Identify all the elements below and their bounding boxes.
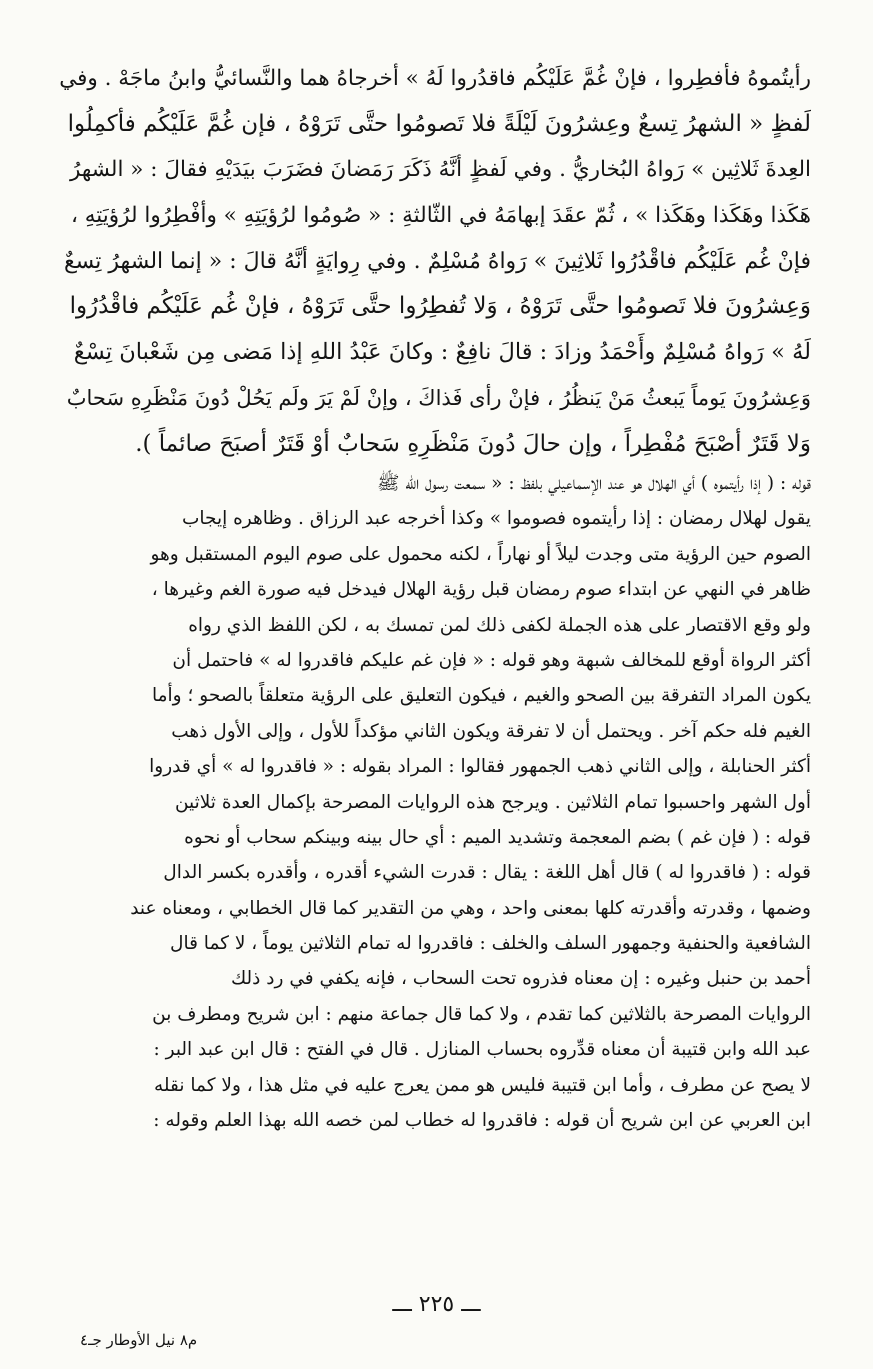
commentary-line: الصوم حين الرؤية متى وجدت ليلاً أو نهاراً ، لكنه محمول على صوم اليوم المستقبل وهو: [150, 543, 811, 565]
page-number: ـــ ٢٢٥ ـــ: [392, 1292, 481, 1317]
commentary-line: لا يصح عن مطرف ، وأما ابن قتيبة فليس هو ممن يعرج عليه في مثل هذا ، ولا كما نقله: [153, 1074, 811, 1096]
footer-signature: م٨ نيل الأوطار جـ٤: [80, 1331, 198, 1349]
commentary-line: يقول لهلال رمضان : إذا رأيتموه فصوموا » وكذا أخرجه عبد الرزاق . وظاهره إيجاب: [181, 508, 811, 530]
commentary-line: أحمد بن حنبل وغيره : إن معناه فذروه تحت السحاب ، فإنه يكفي في رد ذلك: [230, 968, 811, 990]
commentary-line: أكثر الحنابلة ، وإلى الثاني ذهب الجمهور فقالوا : المراد بقوله : « فاقدروا له » أي قدروا: [149, 756, 811, 778]
commentary-line: قوله : ( إذا رأيتموه ) أي الهلال هو عند الإسماعيلي بلفظ : « سمعت رسول الله ﷺ: [377, 473, 811, 494]
hadith-text-block: [59, 56, 811, 467]
commentary-line: يكون المراد التفرقة بين الصحو والغيم ، فيكون التعليق على الرؤية متعلقاً بالصحو ؛ وأما: [152, 685, 811, 707]
hadith-line: فإنْ غُم عَلَيْكُم فاقْدُرُوا ثَلاثِينَ » رَواهُ مُسْلِمٌ . وفي رِوايَةٍ أنَّهُ قالَ : « إنما الشهرُ تِسعٌ: [63, 248, 811, 274]
commentary-line: الشافعية والحنفية وجمهور السلف والخلف : فاقدروا له تمام الثلاثين يوماً ، لا كما قال: [170, 933, 811, 955]
commentary-line: ظاهر في النهي عن ابتداء صوم رمضان قبل رؤية الهلال فيدخل فيه صورة الغم وغيرها ،: [151, 579, 811, 601]
commentary-line: الروايات المصرحة بالثلاثين كما تقدم ، ولا كما قال جماعة منهم : ابن شريح ومطرف بن: [152, 1003, 811, 1025]
commentary-line: أكثر الرواة أوقع للمخالف شبهة وهو قوله : « فإن غم عليكم فاقدروا له » فاحتمل أن: [172, 649, 811, 671]
commentary-line: عبد الله وابن قتيبة أن معناه قدِّروه بحساب المنازل . قال في الفتح : قال ابن عبد البر :: [153, 1039, 811, 1061]
commentary-line: ابن العربي عن ابن شريح أن قوله : فاقدروا له خطاب لمن خصه الله بهذا العلم وقوله :: [153, 1110, 811, 1132]
commentary-line: الغيم فله حكم آخر . ويحتمل أن لا تفرقة ويكون الثاني مؤكداً للأول ، وإلى الأول ذهب: [171, 720, 811, 742]
hadith-line: وَعِشرُونَ يَوماً يَبعثُ مَنْ يَنظُرُ ، فإنْ رأى فَذاكَ ، وإنْ لَمْ يَرَ ولَم يَحُلْ دُونَ مَنْظَرِهِ سَحابٌ: [66, 385, 811, 410]
commentary-line: قوله : ( فإن غم ) بضم المعجمة وتشديد الميم : أي حال بينه وبينكم سحاب أو نحوه: [184, 826, 811, 848]
hadith-line: وَعِشرُونَ فلا تَصومُوا حتَّى تَرَوْهُ ، وَلا تُفطِرُوا حتَّى تَرَوْهُ ، فإنْ غُم عَلَيْكُم فاقْدُرُوا: [69, 293, 811, 320]
hadith-line: لَفظٍ « الشهرُ تِسعٌ وعِشرُونَ لَيْلَةً فلا تَصومُوا حتَّى تَرَوْهُ ، فإن غُمَّ عَلَيْكُم فأكمِلُوا: [67, 110, 811, 137]
hadith-line: وَلا قَتَرٌ أصْبَحَ مُفْطِراً ، وإن حالَ دُونَ مَنْظَرِهِ سَحابٌ أوْ قَتَرٌ أصبَحَ صائماً ).: [135, 430, 811, 457]
commentary-line: قوله : ( فاقدروا له ) قال أهل اللغة : يقال : قدرت الشيء أقدره ، وأقدره بكسر الدال: [163, 862, 811, 884]
hadith-line: العِدةَ ثَلاثِين » رَواهُ البُخاريُّ . وفي لَفظٍ أنَّهُ ذَكَرَ رَمَضانَ فضَرَبَ بيَدَيْهِ فقالَ : « الشهرُ: [69, 157, 811, 183]
hadith-line: رأيتُموهُ فأفطِروا ، فإنْ غُمَّ عَلَيْكُم فاقدُروا لَهُ » أخرجاهُ هما والنَّسائيُّ وابنُ ماجَهْ . وفي: [59, 66, 811, 91]
commentary-line: أول الشهر واحسبوا تمام الثلاثين . ويرجح هذه الروايات المصرحة بإكمال العدة ثلاثين: [174, 791, 811, 813]
hadith-line: لَهُ » رَواهُ مُسْلِمٌ وأَحْمَدُ وزادَ : قالَ نافِعٌ : وكانَ عَبْدُ اللهِ إذا مَضى مِن شَعْبانَ تِسْعٌ: [73, 339, 811, 366]
hadith-line: هَكَذا وهَكَذا وهَكَذا » ، ثُمّ عقَدَ إبهامَهُ في الثّالثةِ : « صُومُوا لرُؤيَتِهِ » وأفْطِرُوا لرُؤيَتِهِ ،: [70, 203, 811, 229]
commentary-line: ولو وقع الاقتصار على هذه الجملة لكفى ذلك لمن تمسك به ، لكن اللفظ الذي رواه: [188, 614, 811, 636]
commentary-line: وضمها ، وقدرته وأقدرته كلها بمعنى واحد ، وهي من التقدير كما قال الخطابي ، ومعناه عند: [130, 897, 811, 919]
commentary-text-block: [59, 466, 811, 1138]
